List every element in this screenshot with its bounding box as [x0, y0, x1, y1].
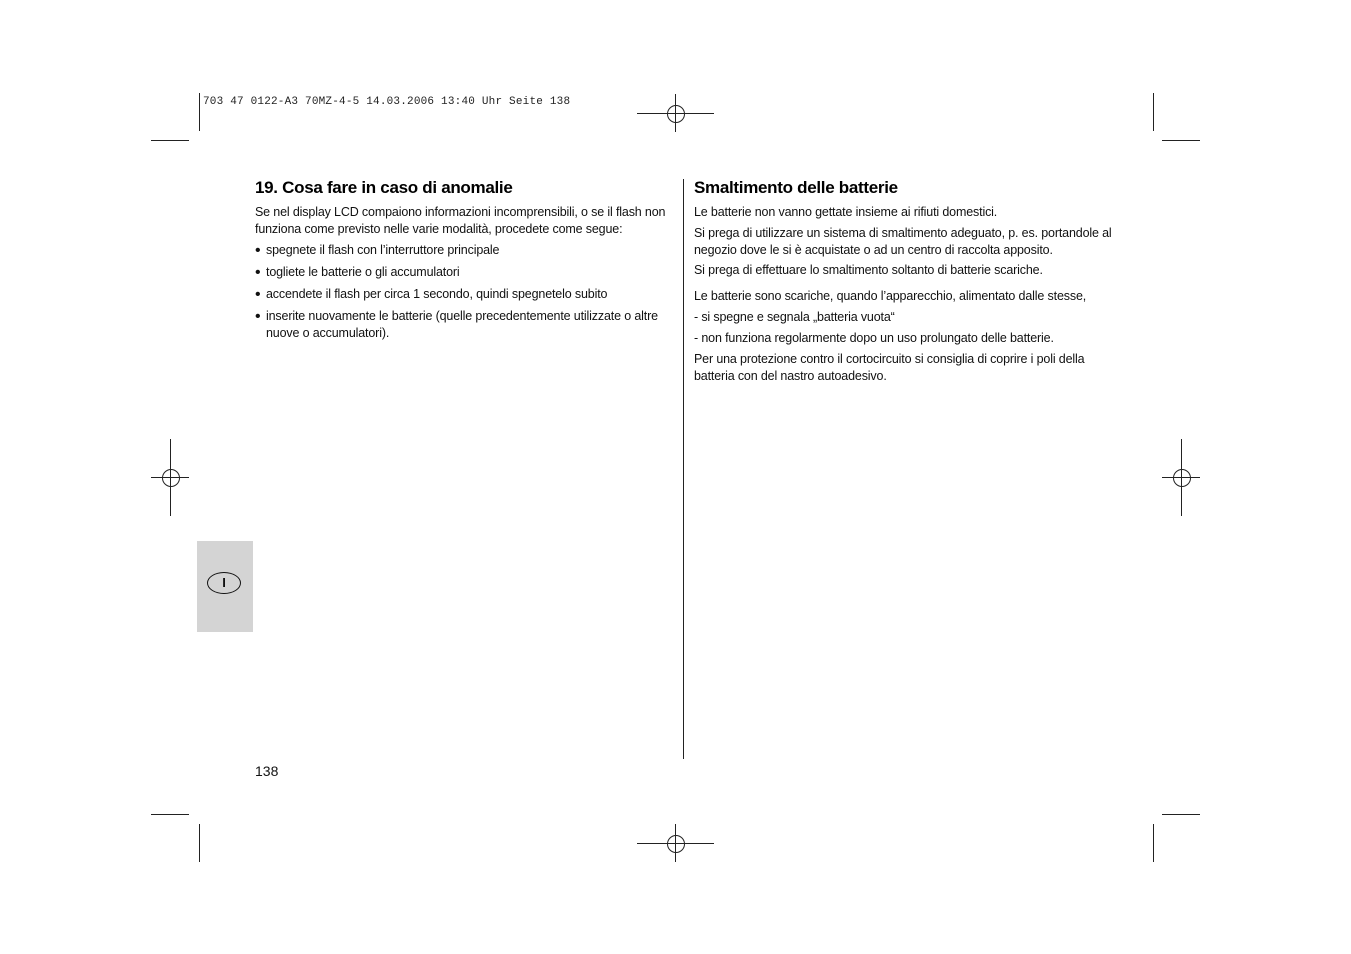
list-item-text: inserite nuovamente le batterie (quelle precedentemente utilizzate o altre nuove o accumulatori).	[266, 309, 658, 340]
language-tab	[197, 541, 253, 632]
print-header: 703 47 0122-A3 70MZ-4-5 14.03.2006 13:40 Uhr Seite 138	[203, 96, 571, 108]
bullet-icon: •	[255, 286, 261, 303]
list-item	[255, 286, 677, 304]
paragraph: Le batterie sono scariche, quando l’apparecchio, alimentato dalle stesse,	[694, 289, 1087, 303]
paragraph: - si spegne e segnala „batteria vuota“	[694, 310, 895, 324]
bullet-icon: •	[255, 242, 261, 259]
section-title-smaltimento: Smaltimento delle batterie	[694, 178, 898, 197]
list-item	[255, 242, 677, 260]
language-badge: I	[207, 572, 241, 594]
paragraph: Le batterie non vanno gettate insieme ai rifiuti domestici.	[694, 205, 998, 219]
paragraph: Si prega di effettuare lo smaltimento soltanto di batterie scariche.	[694, 263, 1043, 277]
left-column	[255, 178, 677, 346]
page-number: 138	[255, 763, 279, 779]
paragraph: Si prega di utilizzare un sistema di smaltimento adeguato, p. es. portandole al negozio dove le si è acquistate o ad un centro di raccolta apposito.	[694, 226, 1112, 257]
list-item	[255, 264, 677, 282]
list-item-text: togliete le batterie o gli accumulatori	[266, 265, 460, 279]
column-divider	[683, 179, 684, 759]
paragraph: - non funziona regolarmente dopo un uso prolungato delle batterie.	[694, 331, 1054, 345]
bullet-icon: •	[255, 308, 261, 325]
list-item-text: accendete il flash per circa 1 secondo, quindi spegnetelo subito	[266, 287, 608, 301]
paragraph: Per una protezione contro il cortocircuito si consiglia di coprire i poli della batteria con del nastro autoadesivo.	[694, 352, 1085, 383]
section-title-anomalie: 19. Cosa fare in caso di anomalie	[255, 178, 513, 197]
list-item	[255, 308, 677, 342]
bullet-icon: •	[255, 264, 261, 281]
right-column	[694, 178, 1114, 385]
list-item-text: spegnete il flash con l’interruttore principale	[266, 243, 500, 257]
intro-paragraph: Se nel display LCD compaiono informazioni incomprensibili, o se il flash non funziona come previsto nelle varie modalità, procedete come segue:	[255, 205, 666, 236]
